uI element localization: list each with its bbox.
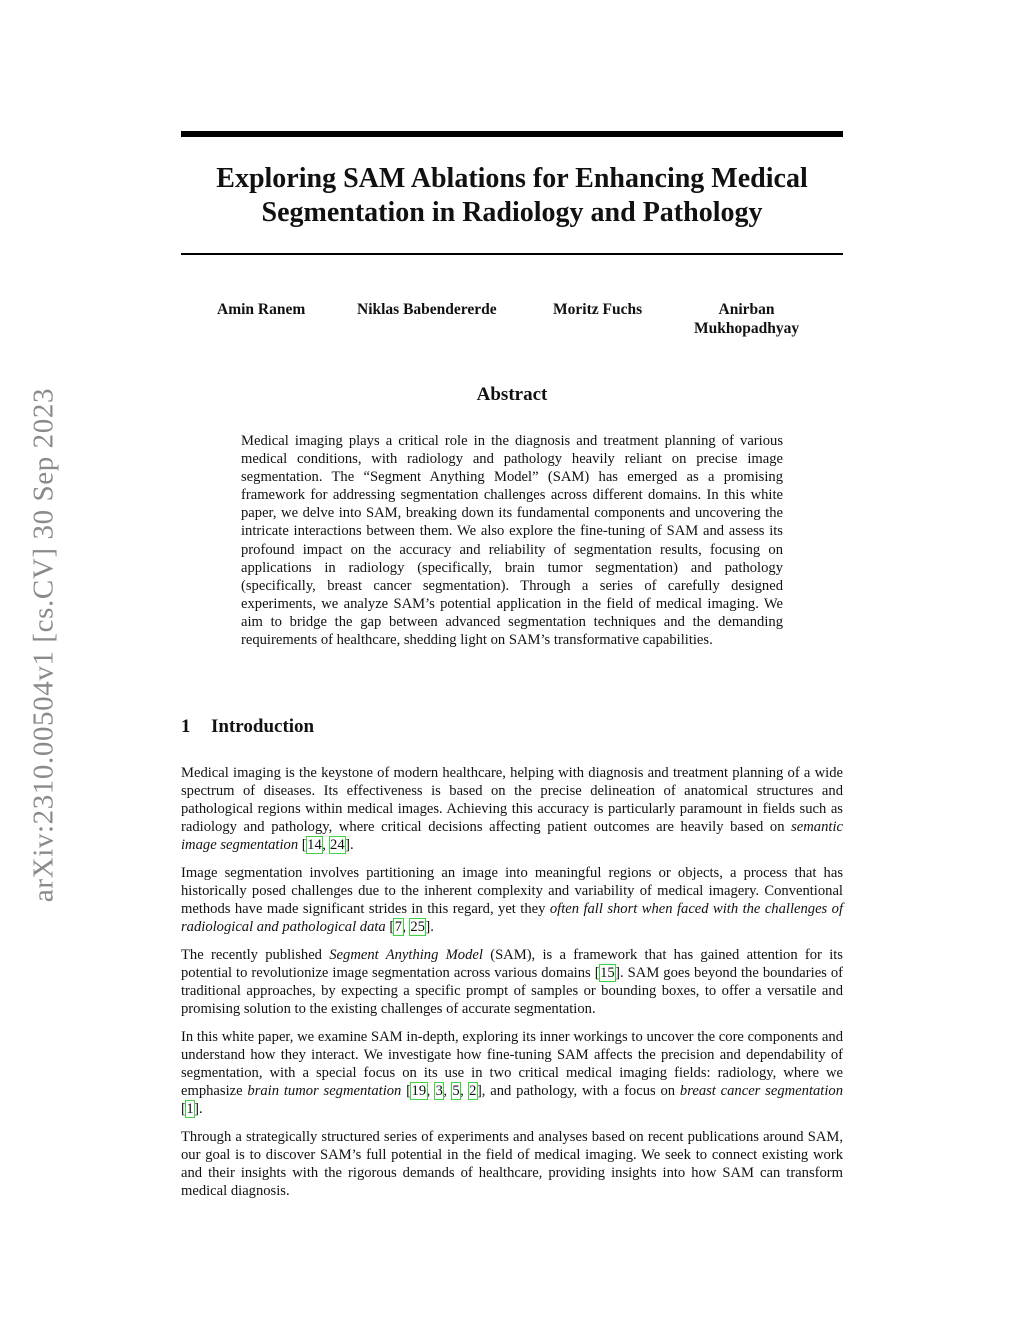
introduction-body	[181, 764, 843, 1210]
section-number: 1	[181, 716, 191, 737]
author-amin-ranem	[217, 300, 305, 319]
paper-title	[181, 162, 843, 230]
text-run: [	[298, 837, 307, 854]
text-run: The recently published	[181, 946, 330, 963]
text-run: ], and pathology, with a focus on	[476, 1083, 680, 1099]
abstract-heading: Abstract	[476, 384, 548, 405]
paragraph-3	[181, 946, 843, 1018]
author-name: Amin Ranem	[217, 301, 306, 318]
citation-link[interactable]: 19	[411, 1083, 427, 1099]
author-name-line-2: Mukhopadhyay	[694, 320, 800, 337]
author-name: Moritz Fuchs	[553, 301, 643, 318]
paragraph-5: Through a strategically structured series of experiments and analyses based on recent publications around SAM, our goal is to discover SAM’s full potential in the field of medical imaging. We seek to connect existing work and their insights with the rigorous demands of healthcare, providing insights into how SAM can transform medical diagnosis.	[181, 1128, 843, 1199]
text-run: ].	[345, 837, 354, 854]
section-title: Introduction	[211, 716, 315, 737]
emphasis: semantic image segmentation	[181, 819, 843, 854]
text-run: ,	[322, 837, 330, 854]
text-run: ].	[194, 1101, 203, 1118]
emphasis: brain tumor segmentation	[247, 1083, 402, 1099]
author-anirban-mukhopadhyay	[694, 300, 799, 338]
text-run: Medical imaging is the keystone of modern healthcare, helping with diagnosis and treatment planning of a wide spectrum of diseases. Its effectiveness is based on the precise delineation of anatomical structures and pathological regions within medical images. Achieving this accuracy is particularly paramount in fields such as radiology and pathology, where critical decisions affecting patient outcomes are heavily based on	[181, 765, 843, 836]
text-run: [	[181, 1101, 186, 1118]
author-name-line-1: Anirban	[718, 301, 775, 318]
paragraph-2	[181, 864, 843, 936]
citation-link[interactable]: 3	[435, 1083, 443, 1099]
citation-link[interactable]: 15	[600, 964, 615, 981]
citation-link[interactable]: 2	[469, 1083, 477, 1099]
author-moritz-fuchs	[553, 300, 642, 319]
arxiv-identifier: arXiv:2310.00504v1 [cs.CV] 30 Sep 2023	[27, 387, 60, 903]
citation-link[interactable]: 5	[452, 1083, 460, 1099]
text-run: Image segmentation involves partitioning an image into meaningful regions or objects, a process that has historically posed challenges due to the inherent complexity and variability of medical imagery. Conventional methods have made significant strides in this regard, yet they	[181, 864, 843, 918]
citation-link[interactable]: 14	[307, 837, 322, 854]
citation-link[interactable]: 1	[186, 1101, 194, 1118]
title-line-2: Segmentation in Radiology and Pathology	[261, 197, 763, 228]
text-run: [	[401, 1083, 412, 1099]
paragraph-4	[181, 1028, 843, 1118]
author-name: Niklas Babendererde	[357, 301, 497, 318]
text-run: ].	[425, 919, 434, 936]
text-run: In this white paper, we examine SAM in-depth, exploring its inner workings to uncover the core components and understand how they interact. We investigate how fine-tuning SAM affects the precision and dependability of segmentation, with a special focus on its use in two critical medical imaging fields: radiology, where we emphasize	[181, 1028, 843, 1099]
text-run: ,	[460, 1083, 469, 1099]
citation-link[interactable]: 25	[410, 919, 425, 936]
text-run: (SAM), is a framework that has gained attention for its potential to revolutionize image segmentation across various domains [	[181, 946, 843, 981]
citation-link[interactable]: 7	[394, 919, 403, 936]
section-heading-introduction	[181, 716, 314, 738]
text-run: [	[385, 919, 395, 936]
text-run: ,	[402, 919, 410, 936]
emphasis: often fall short when faced with the challenges of radiological and pathological data	[181, 901, 843, 936]
author-niklas-babendererde	[357, 300, 497, 319]
abstract-text: Medical imaging plays a critical role in the diagnosis and treatment planning of various medical conditions, with radiology and pathology heavily reliant on precise image segmentation. The “Segment Anything Model” (SAM) has emerged as a promising framework for addressing segmentation challenges across different domains. In this white paper, we delve into SAM, breaking down its fundamental components and uncovering the intricate interactions between them. We also explore the fine-tuning of SAM and assess its profound impact on the accuracy and reliability of segmentation results, focusing on applications in radiology (specifically, brain tumor segmentation) and pathology (specifically, breast cancer segmentation). Through a series of carefully designed experiments, we analyze SAM’s potential application in the field of medical imaging. We aim to bridge the gap between advanced segmentation techniques and the demanding requirements of healthcare, shedding light on SAM’s transformative capabilities.	[241, 433, 783, 649]
title-bottom-rule	[181, 253, 843, 255]
title-line-1: Exploring SAM Ablations for Enhancing Medical	[216, 163, 808, 194]
title-top-rule	[181, 131, 843, 137]
text-run: ,	[426, 1083, 436, 1099]
emphasis: Segment Anything Model	[329, 946, 483, 963]
text-run: ]. SAM goes beyond the boundaries of traditional approaches, by expecting a specific prompt of samples or bounding boxes, to offer a versatile and promising solution to the existing challenges of accurate segmentation.	[181, 964, 843, 1018]
citation-link[interactable]: 24	[330, 837, 345, 854]
text-run: ,	[443, 1083, 452, 1099]
paragraph-1	[181, 764, 843, 854]
emphasis: breast cancer segmentation	[679, 1083, 844, 1099]
